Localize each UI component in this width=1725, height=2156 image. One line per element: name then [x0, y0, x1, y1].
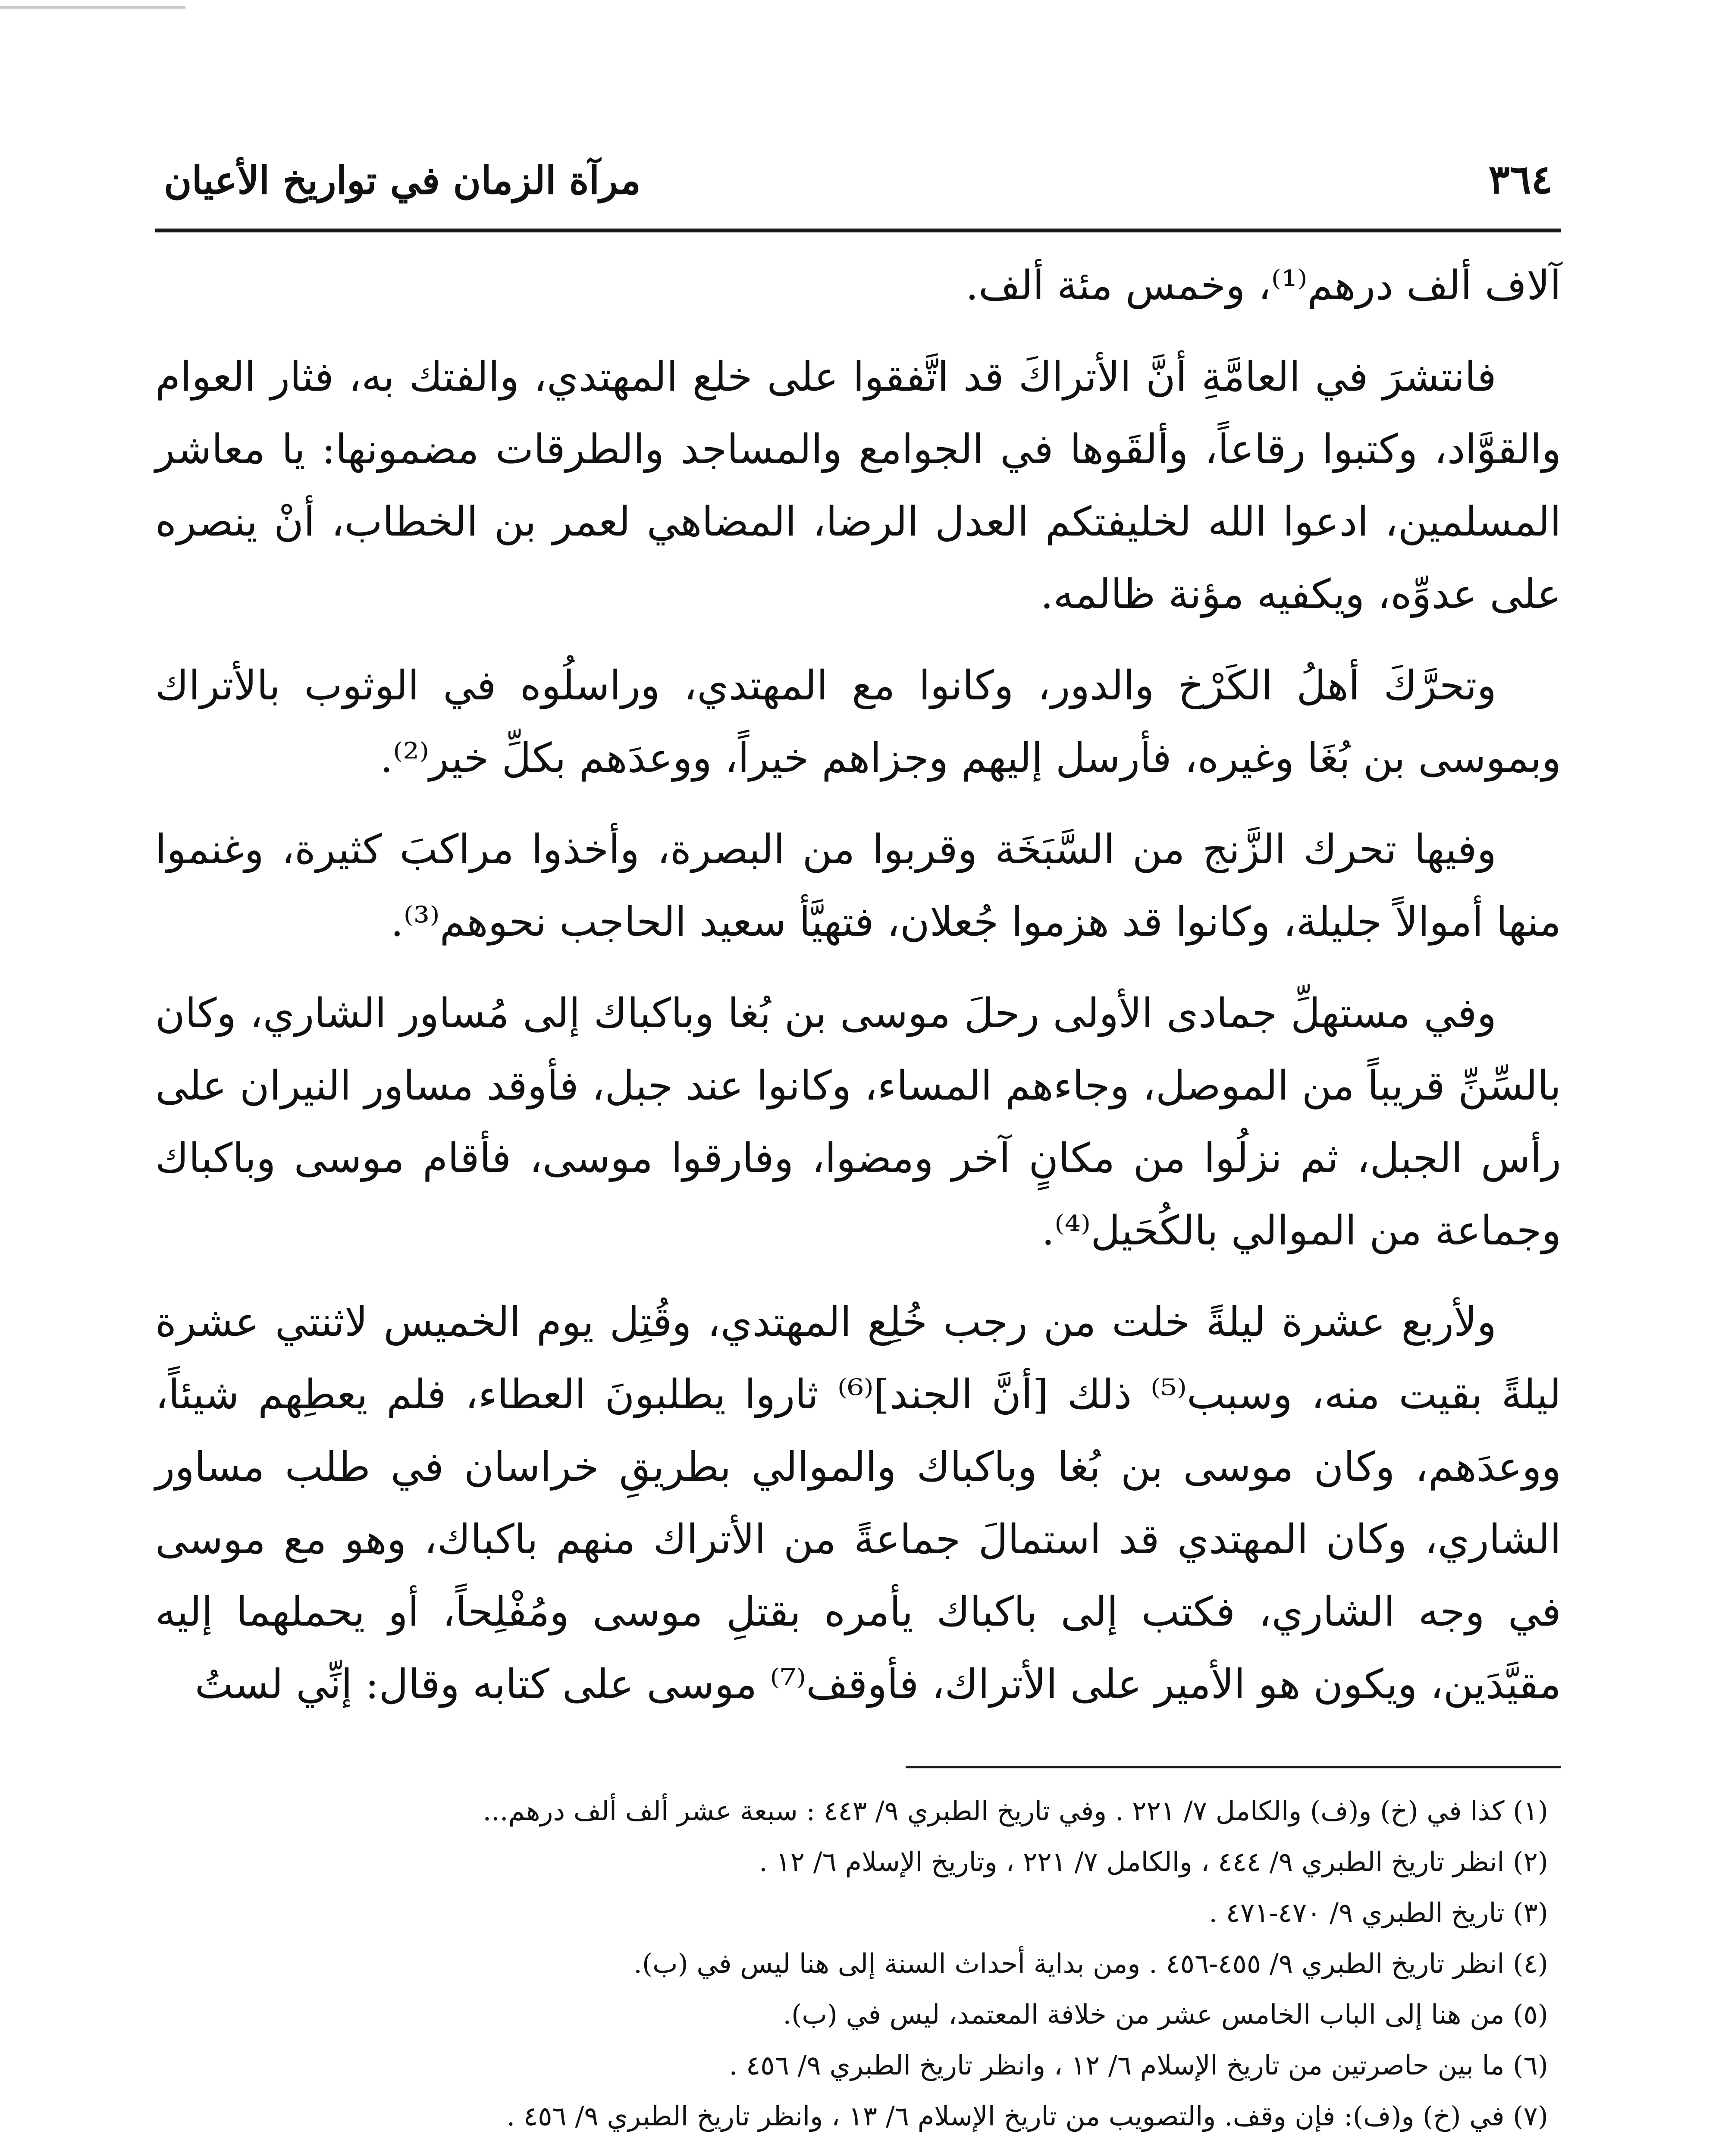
book-title: مرآة الزمان في تواريخ الأعيان	[164, 158, 641, 203]
footnote: (٤) انظر تاريخ الطبري ٩/ ٤٥٥-٤٥٦ . ومن بداية أحداث السنة إلى هنا ليس في (ب).	[634, 1948, 1548, 1979]
document-page	[155, 129, 1561, 2156]
scan-edge-mark	[0, 0, 185, 9]
footnote: (٧) في (خ) و(ف): فإن وقف. والتصويب من تاريخ الإسلام ٦/ ١٣ ، وانظر تاريخ الطبري ٩/ ٤٥٦ .	[506, 2100, 1548, 2132]
footnote: (٥) من هنا إلى الباب الخامس عشر من خلافة المعتمد، ليس في (ب).	[783, 1999, 1548, 2030]
footnote-divider	[906, 1766, 1561, 1768]
footnotes	[155, 1786, 1561, 2142]
paragraph: ولأربع عشرة ليلةً خلت من رجب خُلِع المهتدي، وقُتِل يوم الخميس لاثنتي عشرة ليلةً بقيت منه، وسبب⁽⁵⁾ ذلك [أنَّ الجند]⁽⁶⁾ ثاروا يطلبونَ العطاء، فلم يعطِهم شيئاً، ووعدَهم، وكان موسى بن بُغا وباكباك والموالي بطريقِ خراسان في طلب مساور الشاري، وكان المهتدي قد استمالَ جماعةً من الأتراك منهم باكباك، وهو مع موسى في وجه الشاري، فكتب إلى باكباك يأمره بقتلِ موسى ومُفْلِحاً، أو يحملهما إليه مقيَّدَين، ويكون هو الأمير على الأتراك، فأوقف⁽⁷⁾ موسى على كتابه وقال: إنِّي لستُ	[155, 1299, 1561, 1708]
page-number: ٣٦٤	[1488, 156, 1552, 203]
paragraph: وتحرَّكَ أهلُ الكَرْخ والدور، وكانوا مع المهتدي، وراسلُوه في الوثوب بالأتراك وبموسى بن بُغَا وغيره، فأرسل إليهم وجزاهم خيراً، ووعدَهم بكلِّ خير⁽²⁾.	[155, 662, 1561, 782]
paragraph: آلاف ألف درهم⁽¹⁾، وخمس مئة ألف.	[966, 262, 1561, 309]
footnote: (٣) تاريخ الطبري ٩/ ٤٧٠-٤٧١ .	[1209, 1897, 1548, 1928]
footnote: (٦) ما بين حاصرتين من تاريخ الإسلام ٦/ ١٢ ، وانظر تاريخ الطبري ٩/ ٤٥٦ .	[729, 2049, 1548, 2081]
footnote: (١) كذا في (خ) و(ف) والكامل ٧/ ٢٢١ . وفي تاريخ الطبري ٩/ ٤٤٣ : سبعة عشر ألف ألف درهم...	[483, 1795, 1548, 1827]
footnote: (٢) انظر تاريخ الطبري ٩/ ٤٤٤ ، والكامل ٧/ ٢٢١ ، وتاريخ الإسلام ٦/ ١٢ .	[759, 1846, 1548, 1877]
paragraph: وفي مستهلِّ جمادى الأولى رحلَ موسى بن بُغا وباكباك إلى مُساور الشاري، وكان بالسِّنِّ قريباً من الموصل، وجاءهم المساء، وكانوا عند جبل، فأوقد مساور النيران على رأس الجبل، ثم نزلُوا من مكانٍ آخر ومضوا، وفارقوا موسى، فأقام موسى وباكباك وجماعة من الموالي بالكُحَيل⁽⁴⁾.	[155, 990, 1561, 1254]
main-text	[155, 250, 1561, 1721]
page-header	[155, 129, 1561, 232]
footnote-divider-wrap	[155, 1740, 1561, 1786]
paragraph: فانتشرَ في العامَّةِ أنَّ الأتراكَ قد اتَّفقوا على خلع المهتدي، والفتك به، فثار العوام والقوَّاد، وكتبوا رقاعاً، وألقَوها في الجوامع والمساجد والطرقات مضمونها: يا معاشر المسلمين، ادعوا الله لخليفتكم العدل الرضا، المضاهي لعمر بن الخطاب، أنْ ينصره على عدوِّه، ويكفيه مؤنة ظالمه.	[155, 354, 1561, 618]
paragraph: وفيها تحرك الزَّنج من السَّبَخَة وقربوا من البصرة، وأخذوا مراكبَ كثيرة، وغنموا منها أموالاً جليلة، وكانوا قد هزموا جُعلان، فتهيَّأ سعيد الحاجب نحوهم⁽³⁾.	[155, 826, 1561, 946]
